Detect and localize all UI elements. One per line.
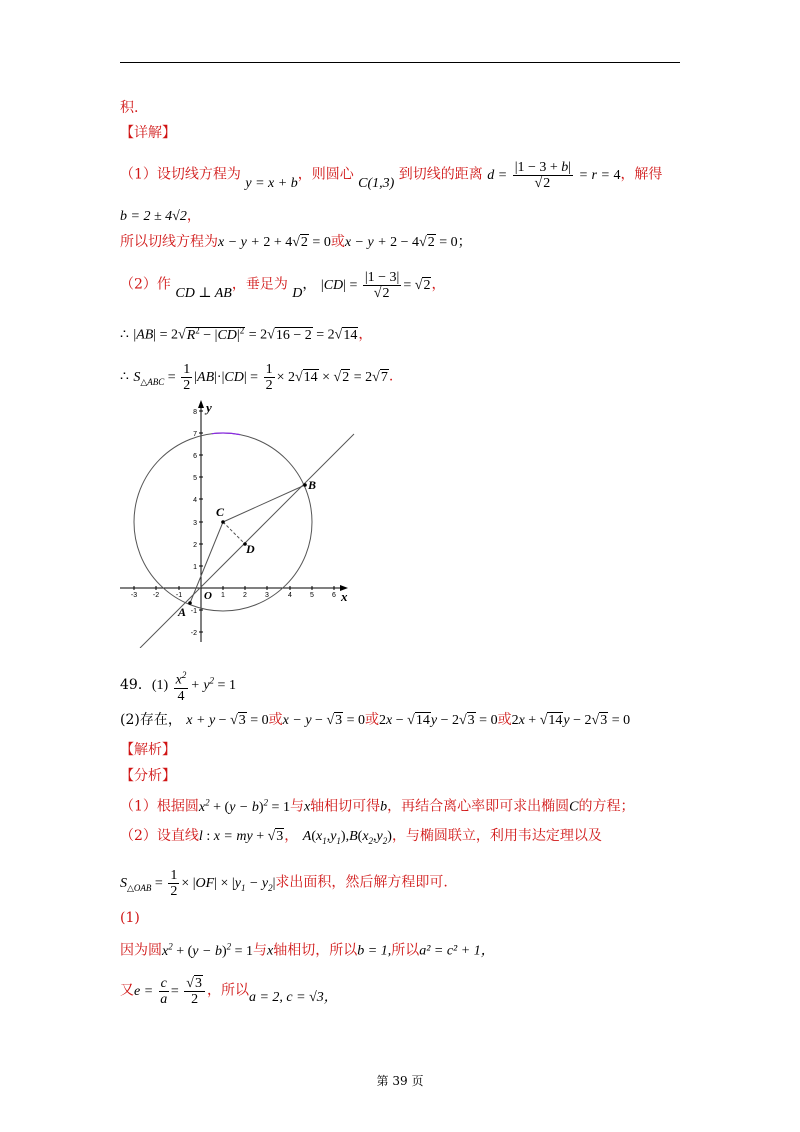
p1-c: 到切线的距离 <box>398 166 483 183</box>
p3-c: ， <box>431 276 446 293</box>
f3-b: 求出面积，然后解方程即可. <box>275 874 448 891</box>
tangent-eq: y = x + b <box>245 175 298 191</box>
x-var: x <box>303 799 311 815</box>
answer-line-4: 2x + √14y − 2√3 = 0 <box>511 713 631 728</box>
sol-2 <box>120 936 495 962</box>
or-1: 或 <box>268 712 283 728</box>
detail-header-text: 【详解】 <box>120 125 176 141</box>
point-d-label: D <box>246 542 255 556</box>
x-tick-label: 4 <box>288 592 292 599</box>
p2-b: 或 <box>330 234 345 250</box>
f2-a: （2）设直线 <box>120 828 199 844</box>
f2-b: ， <box>284 828 299 844</box>
y-axis-label: y <box>206 400 212 415</box>
ac-values: a = 2, c = √3， <box>248 989 338 1005</box>
coordinate-figure <box>118 398 358 648</box>
s2-a: 因为圆 <box>120 942 162 959</box>
area-abc: ∴ $S_{\triangle ABC}$ = $\frac{1}{2}$ |AB|·|CD| = $\frac{1}{2}$ × 2√14 × √2 = 2√7. <box>120 362 394 393</box>
x-tick-label: -3 <box>130 592 138 599</box>
s3-a: 又 <box>120 982 134 999</box>
or-2: 或 <box>365 712 380 728</box>
q49-part2 <box>120 710 630 731</box>
x-var-2: x <box>267 943 274 959</box>
c-var: C <box>569 799 579 815</box>
s2-c: 轴相切，所以 <box>273 942 358 959</box>
x-axis-label: x <box>341 589 348 604</box>
x-tick-label: 1 <box>221 592 225 599</box>
p2-a: 所以切线方程为 <box>120 234 218 250</box>
y-tick-label: 7 <box>193 431 197 438</box>
b-var: b <box>380 799 388 815</box>
continuation-text <box>120 98 138 118</box>
f1-d: ，再结合离心率即可求出椭圆 <box>387 798 570 815</box>
fenxi-header <box>120 766 176 786</box>
page-number: 第 39 页 <box>376 1074 424 1088</box>
point-c-label: C <box>216 505 225 519</box>
s2-b: 与 <box>253 942 268 959</box>
fenxi-2 <box>120 826 602 851</box>
x-tick-labels <box>131 592 336 599</box>
area-oab-eq: $S_{\triangle OAB}$ = $\frac{1}{2}$ × $|OF| \times |y_1 - y_2|$ <box>120 868 276 899</box>
cont-text: 积. <box>120 100 139 116</box>
analysis-header <box>120 740 176 760</box>
x-tick-label: -2 <box>152 592 160 599</box>
x-tick-label: -1 <box>175 592 183 599</box>
answer-line-1: x + y − √3 = 0 <box>186 713 269 728</box>
detail-part2: （2）作 CD ⊥ AB，垂足为 D， |CD| = $\frac{|1 - 3|}{√2}$ = √2， <box>120 270 446 301</box>
point-a-label: A <box>178 605 187 619</box>
points-ab: $A(x_1,y_1),B(x_2,y_2)$ <box>302 829 392 846</box>
f1-e: 的方程； <box>578 798 635 815</box>
y-tick-label: 2 <box>193 542 197 549</box>
eccentricity-eq: e = $\frac{c}{a}$ = $\frac{√3}{2}$ <box>134 984 207 999</box>
line-ab <box>140 434 354 648</box>
tangent-eq-2: x − y + 2 − 4√2 = 0 <box>344 235 458 250</box>
x-tick-label: 5 <box>310 592 314 599</box>
segment-cb <box>223 485 305 522</box>
tangent-eq-1: x − y + 2 + 4√2 = 0 <box>218 235 331 250</box>
distance-formula: d = $\frac{|1 - 3 + b|}{√2}$ = r = 4 <box>487 160 621 191</box>
cd-perp-ab: CD ⊥ AB <box>175 285 232 301</box>
y-tick-label: 1 <box>193 564 197 571</box>
line-l-eq: l : x = my + √3 <box>198 829 284 844</box>
detail-header <box>120 123 176 143</box>
or-3: 或 <box>497 712 512 728</box>
y-tick-label: 6 <box>193 453 197 460</box>
fenxi-3 <box>120 868 448 899</box>
y-tick-label: 3 <box>193 520 197 527</box>
answer-line-2: x − y − √3 = 0 <box>282 713 366 728</box>
area-abc-eq: $S_{\triangle ABC}$ = $\frac{1}{2}$ |AB|·|CD| = $\frac{1}{2}$ × 2√14 × √2 = 2√7 <box>133 362 388 393</box>
p3-b: ，垂足为 <box>231 276 288 293</box>
q49-2a: (2)存在， <box>120 712 182 728</box>
y-tick-label: 8 <box>193 409 197 416</box>
fenxi-header-text: 【分析】 <box>120 768 176 784</box>
y-tick-label: 5 <box>193 475 197 482</box>
q49-number: 49． <box>120 677 152 694</box>
ab-length: ∴ $|AB| = 2√R^2 - |CD|^2 = 2√16 - 2 = 2√14$， <box>120 325 373 343</box>
p1-b: ，则圆心 <box>297 166 354 183</box>
answer-line-3: 2x − √14y − 2√3 = 0 <box>379 713 498 728</box>
s2-d: 所以 <box>391 942 420 959</box>
center-c: C(1,3) <box>358 175 395 191</box>
a2-eq: a² = c² + 1， <box>419 943 495 959</box>
point-a-dot <box>188 601 192 605</box>
p1-d: ，解得 <box>620 166 663 183</box>
s1-text: (1) <box>120 910 140 926</box>
b-equals-1: b = 1, <box>357 943 392 959</box>
ab-length-eq: $|AB| = 2√R^2 - |CD|^2 = 2√16 - 2 = 2√14$ <box>133 325 358 343</box>
cd-length: |CD| = $\frac{|1 - 3|}{√2}$ = √2 <box>320 270 431 301</box>
y-tick-label: 4 <box>193 497 197 504</box>
y-tick-label: -1 <box>190 608 197 615</box>
p3-a: （2）作 <box>120 276 171 293</box>
circle-eq-1: $x^2 + (y - b)^2 = 1$ <box>198 797 290 815</box>
x-tick-label: 3 <box>265 592 269 599</box>
point-b-dot <box>303 483 307 487</box>
header-rule <box>120 62 680 63</box>
f1-a: （1）根据圆 <box>120 798 199 815</box>
point-b-label: B <box>308 478 317 492</box>
y-tick-label: -2 <box>190 630 197 637</box>
x-tick-label: 6 <box>332 592 336 599</box>
b-value: b = 2 ± 4√2， <box>120 208 201 224</box>
origin-label: O <box>204 590 212 602</box>
b-value-eq: b = 2 ± 4√2 <box>120 209 187 224</box>
f1-b: 与 <box>289 798 304 815</box>
tangent-result: 所以切线方程为x − y + 2 + 4√2 = 0或x − y + 2 − 4√2 = 0； <box>120 234 472 250</box>
y-axis-arrow <box>198 400 204 408</box>
page-footer <box>0 1072 800 1089</box>
p1-a: （1）设切线方程为 <box>120 166 241 183</box>
sol-1-label <box>120 908 140 928</box>
segment-cd <box>223 522 245 544</box>
f2-c: ，与椭圆联立，利用韦达定理以及 <box>391 828 602 844</box>
ellipse-eq: (1) $\frac{x^2}{4}$ + $y^2 = 1$ <box>151 670 236 704</box>
x-tick-label: 2 <box>243 592 247 599</box>
circle-eq-2: $x^2 + (y - b)^2 = 1$ <box>162 941 254 959</box>
q49-part1 <box>120 668 236 704</box>
point-c-dot <box>221 520 225 524</box>
sol-3 <box>120 976 338 1007</box>
fenxi-1 <box>120 792 635 818</box>
analysis-header-text: 【解析】 <box>120 742 176 758</box>
point-d: D <box>292 285 303 301</box>
detail-part1 <box>120 160 662 191</box>
f1-c: 轴相切可得 <box>310 798 381 815</box>
s3-b: ，所以 <box>206 982 249 999</box>
circle-arc-highlight <box>212 433 240 435</box>
